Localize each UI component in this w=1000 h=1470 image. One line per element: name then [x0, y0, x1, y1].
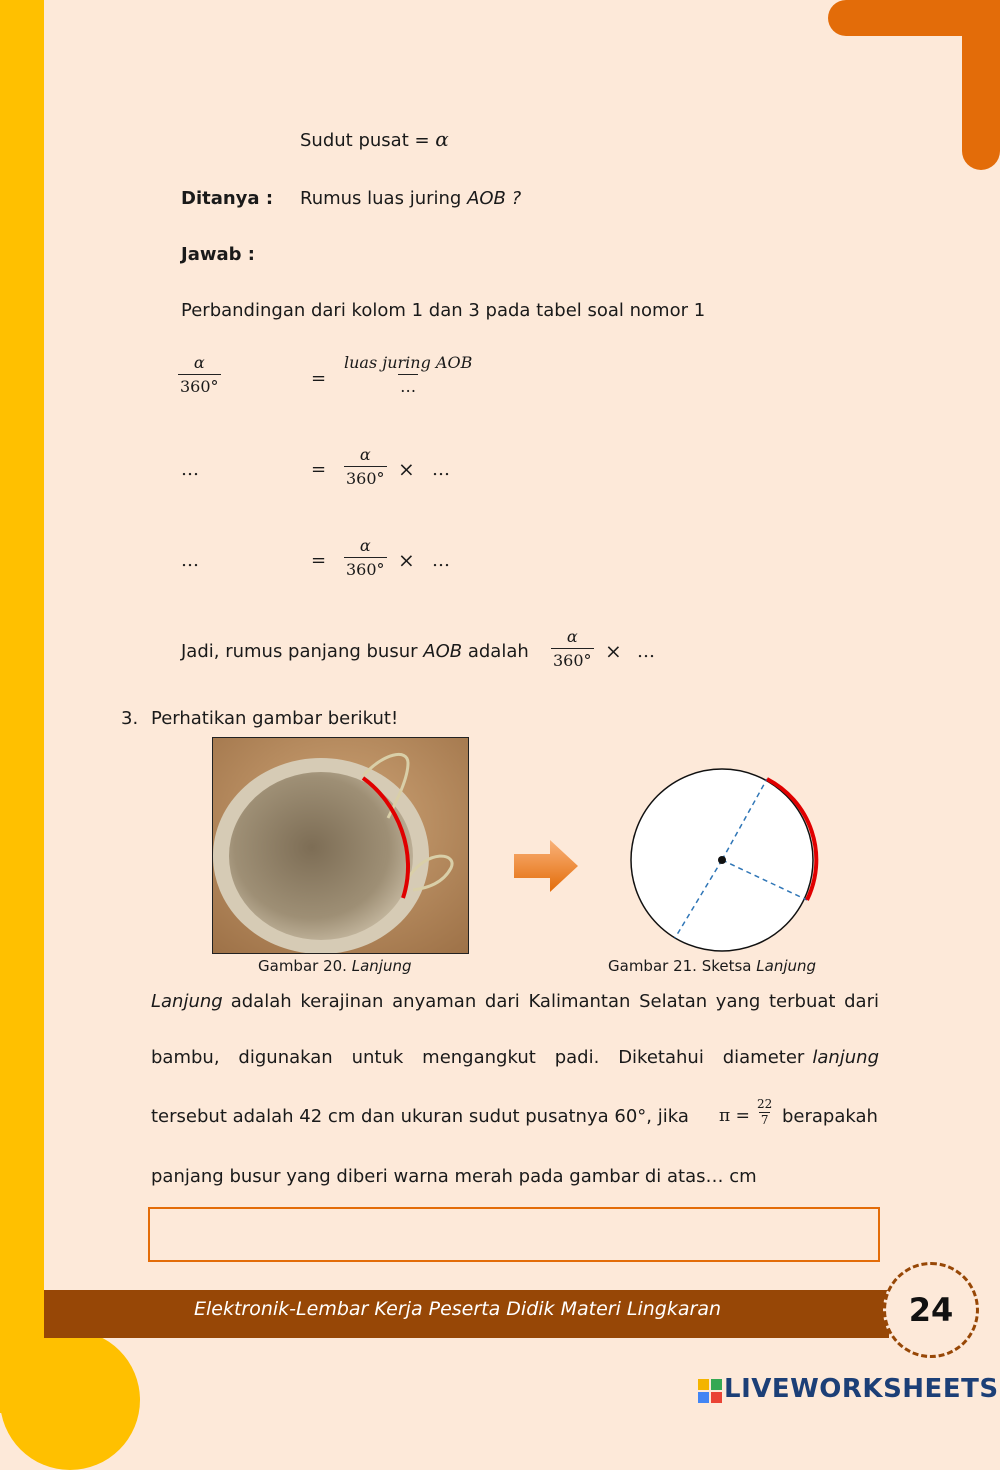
- eq2-den: 360°: [344, 466, 387, 491]
- eq3-num: α: [359, 536, 371, 555]
- eq2-equals: =: [311, 459, 327, 480]
- q3-p1-b: adalah kerajinan anyaman dari Kalimantan Selatan yang terbuat dari: [230, 991, 879, 1012]
- q3-para-line2: [151, 1047, 879, 1068]
- eq1-right-num: luas juring AOB: [344, 353, 473, 372]
- q3-number: 3.: [121, 708, 139, 729]
- sudut-pusat-line: [300, 127, 449, 151]
- eq3-equals: =: [311, 550, 327, 571]
- eq3-left: …: [181, 550, 199, 571]
- arrow-right-icon: [512, 838, 580, 894]
- eq1-left-den: 360°: [178, 374, 221, 399]
- q3-prompt: Perhatikan gambar berikut!: [151, 708, 399, 729]
- footer-title: Elektronik-Lembar Kerja Peserta Didik Materi Lingkaran: [194, 1298, 722, 1320]
- eq3-fraction: [344, 535, 387, 582]
- eq3-den: 360°: [344, 557, 387, 582]
- q3-p1-a: Lanjung: [151, 991, 223, 1012]
- eq2-times: ×: [398, 457, 415, 481]
- liveworksheets-logo-icon: [698, 1379, 722, 1403]
- eq1-left-fraction: [178, 352, 221, 399]
- caption1-name: Lanjung: [351, 957, 412, 975]
- sudut-pusat-label: Sudut pusat =: [300, 130, 430, 151]
- jadi-prefix: Jadi, rumus panjang busur: [181, 641, 418, 662]
- eq1-equals: =: [311, 368, 327, 389]
- perbandingan-text: Perbandingan dari kolom 1 dan 3 pada tabel soal nomor 1: [181, 300, 706, 321]
- caption2-prefix: Gambar 21. Sketsa: [608, 957, 752, 975]
- eq2-tail: …: [432, 459, 450, 480]
- eq1-left-num: α: [193, 353, 205, 372]
- eq2-fraction: [344, 444, 387, 491]
- left-yellow-bar: [0, 0, 44, 1413]
- q3-p3-a: tersebut adalah 42 cm dan ukuran sudut pusatnya 60°, jika: [151, 1106, 689, 1127]
- lanjung-sketch: [625, 762, 825, 962]
- eq3-tail: …: [432, 550, 450, 571]
- caption1-prefix: Gambar 20.: [258, 957, 347, 975]
- lanjung-photo: [212, 737, 469, 954]
- q3-pi-den: 7: [760, 1113, 769, 1127]
- ditanya-text: Rumus luas juring: [300, 188, 462, 209]
- jadi-den: 360°: [551, 648, 594, 673]
- jadi-tail: …: [637, 641, 655, 662]
- jadi-var: AOB: [423, 641, 463, 662]
- jadi-fraction: [551, 626, 594, 673]
- jadi-line: [181, 641, 529, 662]
- answer-input[interactable]: [148, 1207, 880, 1262]
- q3-p3-b: berapakah: [782, 1106, 878, 1127]
- caption-gambar-20: [258, 957, 411, 975]
- brand-name: LIVEWORKSHEETS: [724, 1374, 999, 1404]
- eq1-right-den: …: [398, 374, 418, 399]
- ditanya-label: Ditanya :: [181, 188, 274, 209]
- caption-gambar-21: [608, 957, 816, 975]
- q3-pi-fraction: [755, 1097, 774, 1128]
- eq3-times: ×: [398, 548, 415, 572]
- q3-pi: π =: [719, 1106, 750, 1126]
- bottom-yellow-blob: [0, 1330, 140, 1470]
- q3-pi-num: 22: [757, 1097, 773, 1111]
- eq1-right-fraction: [342, 352, 474, 399]
- eq2-num: α: [359, 445, 371, 464]
- jadi-mid: adalah: [467, 641, 529, 662]
- jawab-label: Jawab :: [181, 244, 255, 265]
- q3-p2-a: bambu, digunakan untuk mengangkut padi. Diketahui diameter: [151, 1047, 805, 1068]
- caption2-name: Lanjung: [756, 957, 817, 975]
- eq2-left: …: [181, 459, 199, 480]
- alpha-symbol: α: [435, 127, 449, 151]
- q3-p4: panjang busur yang diberi warna merah pada gambar di atas… cm: [151, 1166, 757, 1187]
- ditanya-var: AOB ?: [467, 188, 522, 209]
- q3-p2-b: lanjung: [812, 1047, 879, 1068]
- jadi-num: α: [566, 627, 578, 646]
- ditanya-text-line: [300, 188, 521, 209]
- q3-para-line1: [151, 991, 879, 1012]
- corner-decoration: [828, 0, 1000, 170]
- page-number: 24: [908, 1291, 954, 1329]
- jadi-times: ×: [605, 639, 622, 663]
